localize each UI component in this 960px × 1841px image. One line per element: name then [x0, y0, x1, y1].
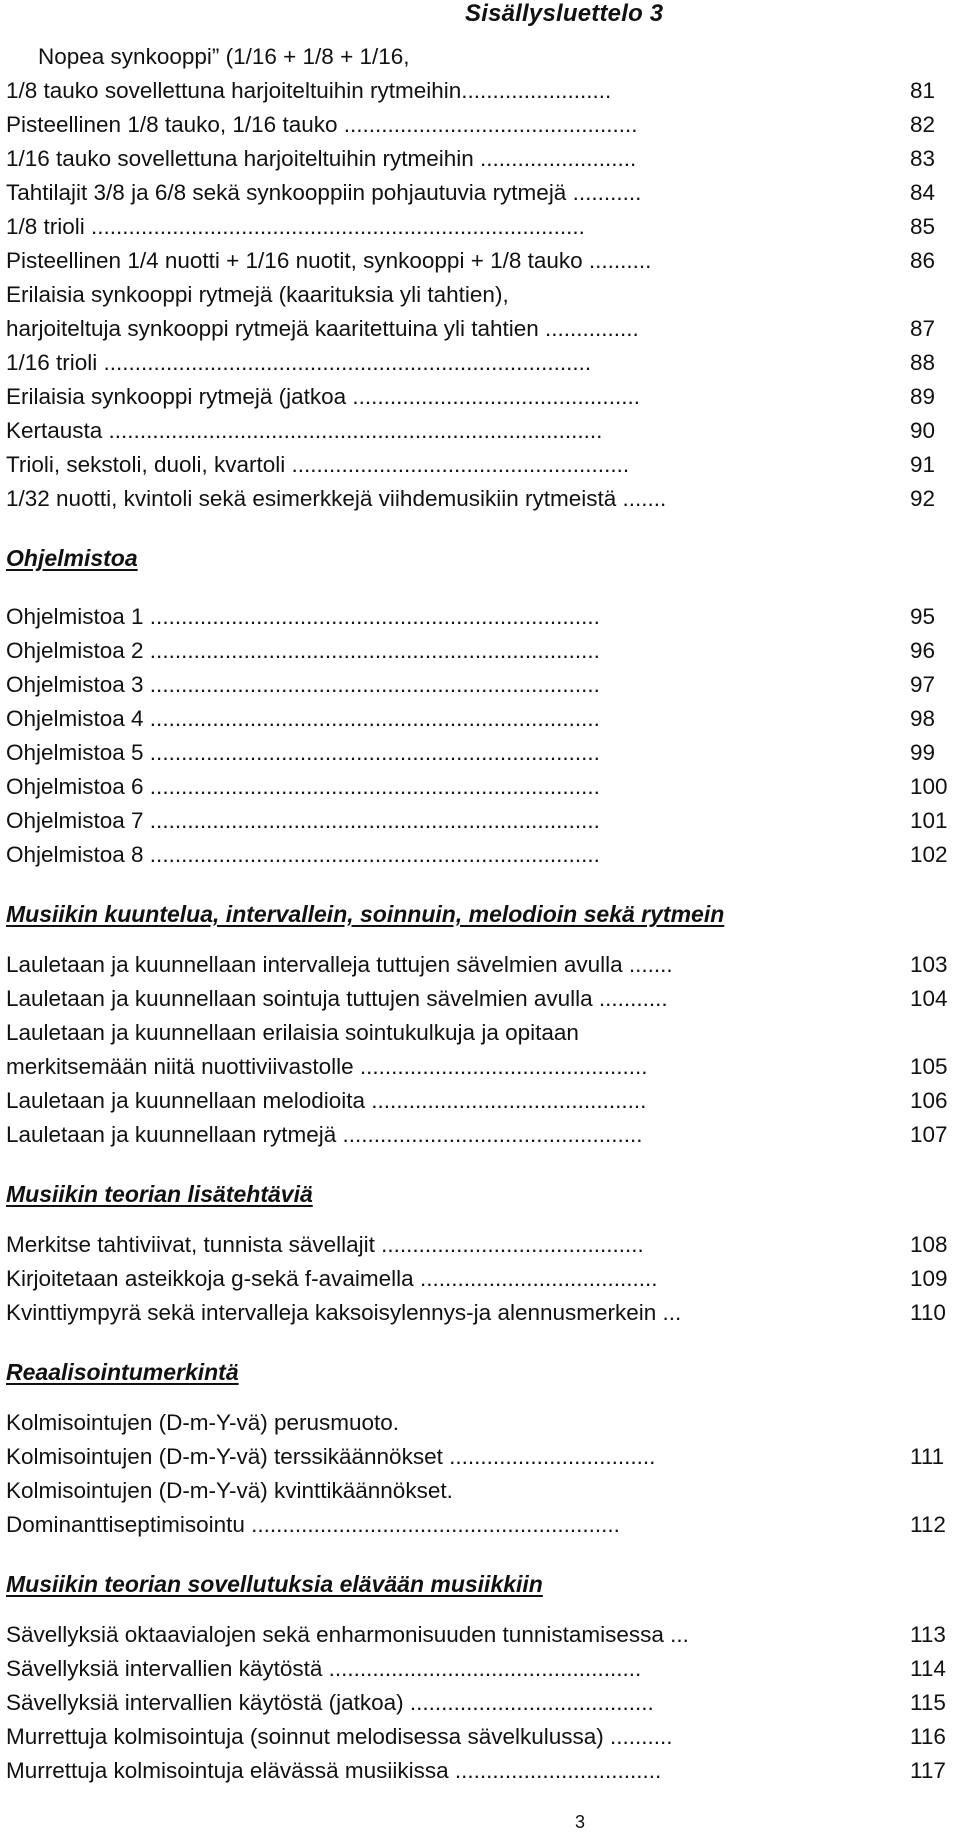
toc-entry[interactable] — [6, 380, 936, 414]
toc-entry-title: 1/32 nuotti, kvintoli sekä esimerkkejä viihdemusikiin rytmeistä ....... — [6, 486, 667, 511]
section-heading: Ohjelmistoa — [6, 545, 138, 571]
toc-entry-page: 84 — [910, 180, 936, 205]
section-gap — [6, 1152, 926, 1176]
toc-entry-title: Ohjelmistoa 6 ........................................................................ — [6, 774, 600, 799]
toc-entry[interactable] — [6, 1406, 926, 1440]
toc-entry-title: Ohjelmistoa 5 ........................................................................ — [6, 740, 600, 765]
toc-entry[interactable] — [6, 1228, 948, 1262]
toc-entry[interactable] — [6, 1050, 948, 1084]
toc-entry[interactable] — [6, 482, 936, 516]
toc-entry-page: 97 — [910, 672, 936, 697]
toc-entry-page: 113 — [910, 1622, 946, 1647]
toc-entry[interactable] — [6, 1618, 946, 1652]
toc-entry[interactable] — [6, 142, 936, 176]
toc-entry-title: Kertausta ............................................................................... — [6, 418, 603, 443]
toc-entry[interactable] — [6, 1474, 926, 1508]
toc-entry-title: Tahtilajit 3/8 ja 6/8 sekä synkooppiin pohjautuvia rytmejä ........... — [6, 180, 642, 205]
toc-entry[interactable] — [6, 1652, 946, 1686]
toc-entry[interactable] — [6, 634, 936, 668]
toc-entry-title: merkitsemään niitä nuottiviivastolle .............................................. — [6, 1054, 648, 1079]
toc-entry-title: Pisteellinen 1/4 nuotti + 1/16 nuotit, synkooppi + 1/8 tauko .......... — [6, 248, 652, 273]
toc-entry-page: 98 — [910, 706, 936, 731]
toc-entry-title: 1/8 trioli ............................................................................... — [6, 214, 585, 239]
section-gap — [6, 1542, 926, 1566]
toc-entry-title: Ohjelmistoa 3 ........................................................................ — [6, 672, 600, 697]
toc-entry[interactable] — [6, 176, 936, 210]
toc-entry-title: Ohjelmistoa 2 ........................................................................ — [6, 638, 600, 663]
section-heading: Musiikin teorian sovellutuksia elävään musiikkiin — [6, 1571, 543, 1597]
section-gap — [6, 1602, 926, 1618]
toc-entry-page: 105 — [910, 1054, 948, 1079]
toc-entry-title: Pisteellinen 1/8 tauko, 1/16 tauko ............................................... — [6, 112, 638, 137]
toc-entry-page: 81 — [910, 78, 936, 103]
toc-entry[interactable] — [6, 1686, 946, 1720]
toc-entry[interactable] — [6, 804, 948, 838]
toc-entry-page: 90 — [910, 418, 936, 443]
toc-entry-title: 1/16 tauko sovellettuna harjoiteltuihin rytmeihin ......................... — [6, 146, 637, 171]
toc-entry[interactable] — [6, 838, 948, 872]
toc-entry[interactable] — [6, 1296, 946, 1330]
page-number: 3 — [575, 1812, 586, 1832]
toc-entry-page: 89 — [910, 384, 936, 409]
toc-entry-page: 95 — [910, 604, 936, 629]
section-gap — [6, 1212, 926, 1228]
toc-entry-page: 102 — [910, 842, 948, 867]
toc-entry[interactable] — [6, 210, 936, 244]
toc-entry-page: 103 — [910, 952, 948, 977]
toc-entry-page: 83 — [910, 146, 936, 171]
toc-entry-page: 96 — [910, 638, 936, 663]
toc-entry[interactable] — [6, 40, 926, 74]
toc-entry-title: 1/16 trioli .............................................................................. — [6, 350, 592, 375]
section-gap — [6, 1330, 926, 1354]
toc-entry-page: 106 — [910, 1088, 948, 1113]
toc-entry-page: 108 — [910, 1232, 948, 1257]
toc-entry-page: 111 — [910, 1444, 945, 1469]
toc-entry[interactable] — [6, 600, 936, 634]
toc-entry-page: 100 — [910, 774, 948, 799]
section-heading: Musiikin teorian lisätehtäviä — [6, 1181, 313, 1207]
toc-entry-title: Erilaisia synkooppi rytmejä (jatkoa .............................................. — [6, 384, 640, 409]
section-heading: Reaalisointumerkintä — [6, 1359, 239, 1385]
toc-entry[interactable] — [6, 1754, 946, 1788]
toc-entry[interactable] — [6, 1720, 946, 1754]
table-of-contents — [6, 40, 948, 1788]
toc-entry[interactable] — [6, 448, 936, 482]
toc-entry-title: Erilaisia synkooppi rytmejä (kaarituksia yli tahtien), — [6, 282, 509, 307]
toc-entry-title: Sävellyksiä oktaavialojen sekä enharmonisuuden tunnistamisessa ... — [6, 1622, 689, 1647]
section-heading: Musiikin kuuntelua, intervallein, soinnuin, melodioin sekä rytmein — [6, 901, 725, 927]
toc-entry-page: 88 — [910, 350, 936, 375]
toc-entry-title: Lauletaan ja kuunnellaan erilaisia sointukulkuja ja opitaan — [6, 1020, 579, 1045]
section-gap — [6, 872, 926, 896]
toc-entry[interactable] — [6, 74, 936, 108]
toc-entry-title: harjoiteltuja synkooppi rytmejä kaaritettuina yli tahtien ............... — [6, 316, 639, 341]
toc-entry[interactable] — [6, 414, 936, 448]
toc-entry-title: Lauletaan ja kuunnellaan melodioita ............................................ — [6, 1088, 647, 1113]
toc-entry[interactable] — [6, 982, 948, 1016]
section-gap — [6, 932, 926, 948]
toc-entry-title: Murrettuja kolmisointuja (soinnut melodisessa sävelkulussa) .......... — [6, 1724, 673, 1749]
toc-entry[interactable] — [6, 312, 936, 346]
toc-entry-title: 1/8 tauko sovellettuna harjoiteltuihin rytmeihin........................ — [6, 78, 612, 103]
toc-entry-title: Ohjelmistoa 8 ........................................................................ — [6, 842, 600, 867]
toc-entry-title: Lauletaan ja kuunnellaan sointuja tuttujen sävelmien avulla ........... — [6, 986, 668, 1011]
toc-entry-page: 101 — [910, 808, 948, 833]
toc-entry-title: Kolmisointujen (D-m-Y-vä) kvinttikäännökset. — [6, 1478, 453, 1503]
page-title: Sisällysluettelo 3 — [465, 0, 664, 27]
toc-entry[interactable] — [6, 668, 936, 702]
toc-entry[interactable] — [6, 1440, 945, 1474]
section-gap — [6, 516, 926, 540]
toc-entry-title: Kolmisointujen (D-m-Y-vä) terssikäännökset ................................. — [6, 1444, 656, 1469]
toc-entry-title: Ohjelmistoa 4 ........................................................................ — [6, 706, 600, 731]
toc-entry-page: 110 — [910, 1300, 946, 1325]
toc-entry-title: Merkitse tahtiviivat, tunnista sävellajit .......................................... — [6, 1232, 644, 1257]
toc-entry-title: Ohjelmistoa 1 ........................................................................ — [6, 604, 600, 629]
toc-entry-page: 82 — [910, 112, 936, 137]
toc-entry-page: 91 — [910, 452, 936, 477]
toc-entry-title: Dominanttiseptimisointu ........................................................... — [6, 1512, 620, 1537]
toc-entry[interactable] — [6, 770, 948, 804]
toc-entry[interactable] — [6, 702, 936, 736]
toc-entry[interactable] — [6, 1118, 948, 1152]
toc-entry-title: Trioli, sekstoli, duoli, kvartoli ...................................................... — [6, 452, 630, 477]
toc-entry-page: 117 — [910, 1758, 946, 1783]
toc-entry-title: Kolmisointujen (D-m-Y-vä) perusmuoto. — [6, 1410, 400, 1435]
toc-entry-page: 115 — [910, 1690, 946, 1715]
toc-entry-title: Ohjelmistoa 7 ........................................................................ — [6, 808, 600, 833]
toc-entry[interactable] — [6, 1084, 948, 1118]
section-gap — [6, 576, 926, 600]
toc-entry-title: Nopea synkooppi” (1/16 + 1/8 + 1/16, — [38, 44, 410, 69]
toc-entry-page: 104 — [910, 986, 948, 1011]
toc-entry-page: 86 — [910, 248, 936, 273]
toc-entry-title: Kvinttiympyrä sekä intervalleja kaksoisylennys-ja alennusmerkein ... — [6, 1300, 682, 1325]
toc-entry[interactable] — [6, 108, 936, 142]
toc-entry[interactable] — [6, 1262, 948, 1296]
toc-entry[interactable] — [6, 346, 936, 380]
toc-entry-page: 85 — [910, 214, 936, 239]
toc-entry-page: 114 — [910, 1656, 946, 1681]
toc-entry-title: Kirjoitetaan asteikkoja g-sekä f-avaimella ...................................... — [6, 1266, 658, 1291]
toc-entry-title: Sävellyksiä intervallien käytöstä .................................................. — [6, 1656, 642, 1681]
toc-entry-page: 116 — [910, 1724, 946, 1749]
toc-entry-title: Sävellyksiä intervallien käytöstä (jatkoa) ....................................... — [6, 1690, 654, 1715]
toc-entry[interactable] — [6, 948, 948, 982]
toc-entry-page: 109 — [910, 1266, 948, 1291]
toc-entry-page: 92 — [910, 486, 936, 511]
toc-entry-page: 87 — [910, 316, 936, 341]
toc-entry[interactable] — [6, 1508, 946, 1542]
toc-entry-page: 107 — [910, 1122, 948, 1147]
toc-entry[interactable] — [6, 278, 926, 312]
toc-entry[interactable] — [6, 736, 936, 770]
toc-entry[interactable] — [6, 1016, 926, 1050]
section-gap — [6, 1390, 926, 1406]
toc-entry[interactable] — [6, 244, 936, 278]
toc-entry-title: Lauletaan ja kuunnellaan rytmejä ................................................ — [6, 1122, 643, 1147]
toc-entry-page: 99 — [910, 740, 936, 765]
toc-entry-title: Lauletaan ja kuunnellaan intervalleja tuttujen sävelmien avulla ....... — [6, 952, 673, 977]
toc-entry-page: 112 — [910, 1512, 946, 1537]
toc-entry-title: Murrettuja kolmisointuja elävässä musiikissa ................................. — [6, 1758, 662, 1783]
